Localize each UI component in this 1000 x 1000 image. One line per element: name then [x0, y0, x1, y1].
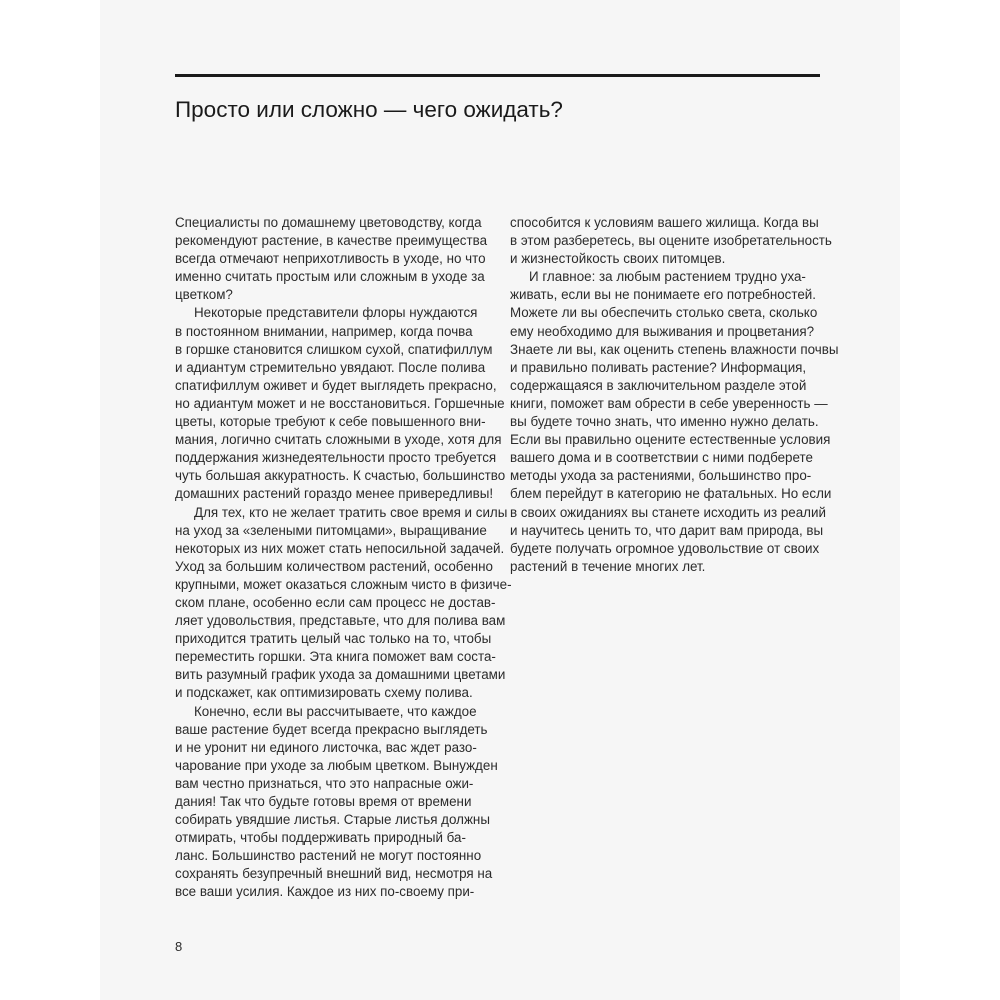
text-line: методы ухода за растениями, большинство про-: [510, 468, 812, 484]
text-line: вашего дома и в соответствии с ними подберете: [510, 450, 813, 466]
text-line: сохранять безупречный внешний вид, несмотря на: [175, 866, 493, 882]
text-line: спатифиллум оживет и будет выглядеть прекрасно,: [175, 377, 497, 393]
text-line: будете получать огромное удовольствие от своих: [510, 540, 820, 556]
text-line: и не уронит ни единого листочка, вас ждет разо-: [175, 739, 477, 755]
text-line: дания! Так что будьте готовы время от времени: [175, 794, 472, 809]
text-line: И главное: за любым растением трудно уха-: [529, 269, 806, 285]
text-line: ваше растение будет всегда прекрасно выглядеть: [175, 721, 488, 737]
text-line: и жизнестойкость своих питомцев.: [510, 251, 726, 267]
text-line: но адиантум может и не восстановиться. Горшечные: [175, 395, 505, 411]
text-line: и подскажет, как оптимизировать схему полива.: [175, 685, 473, 701]
text-line: Знаете ли вы, как оценить степень влажности почвы: [510, 341, 839, 357]
page-number: 8: [175, 939, 183, 954]
text-line: в этом разберетесь, вы оцените изобретательность: [510, 233, 832, 249]
text-line: вы будете точно знать, что именно нужно делать.: [510, 414, 819, 430]
text-line: ланс. Большинство растений не могут постоянно: [175, 848, 482, 864]
text-line: живать, если вы не понимаете его потребностей.: [510, 287, 816, 303]
text-line: чарование при уходе за любым цветком. Вынужден: [175, 757, 498, 773]
text-line: Уход за большим количеством растений, особенно: [175, 558, 494, 574]
text-line: и научитесь ценить то, что дарит вам природа, вы: [510, 522, 824, 538]
text-line: вам честно признаться, что это напрасные ожи-: [175, 775, 474, 791]
text-line: способится к условиям вашего жилища. Когда вы: [510, 215, 819, 230]
text-line: отмирать, чтобы поддерживать природный ба-: [175, 830, 466, 846]
text-line: собирать увядшие листья. Старые листья должны: [175, 812, 490, 828]
page-title: Просто или сложно — чего ожидать?: [175, 97, 563, 122]
text-line: Для тех, кто не желает тратить свое время и силы: [194, 504, 508, 520]
text-line: все ваши усилия. Каждое из них по-своему при-: [175, 884, 475, 900]
text-line: некоторых из них может стать непосильной задачей.: [175, 540, 505, 556]
text-line: в своих ожиданиях вы станете исходить из реалий: [510, 504, 826, 520]
text-line: приходится тратить целый час только на то, чтобы: [175, 631, 492, 647]
text-line: в постоянном внимании, например, когда почва: [175, 323, 473, 339]
text-line: книги, поможет вам обрести в себе уверенность —: [510, 395, 828, 411]
text-line: цветы, которые требуют к себе повышенного вни-: [175, 414, 486, 430]
text-line: ляет удовольствия, представьте, что для полива вам: [175, 613, 506, 629]
text-line: крупными, может оказаться сложным чисто в физиче-: [175, 576, 512, 592]
text-line: блем перейдут в категорию не фатальных. Но если: [510, 486, 832, 502]
text-line: Конечно, если вы рассчитываете, что каждое: [194, 703, 477, 719]
text-line: Если вы правильно оцените естественные условия: [510, 432, 831, 448]
text-line: растений в течение многих лет.: [510, 558, 706, 574]
text-line: на уход за «зелеными питомцами», выращивание: [175, 522, 487, 538]
text-column-right: [510, 214, 839, 576]
text-line: и правильно поливать растение? Информация,: [510, 359, 807, 375]
text-line: ему необходимо для выживания и процветания?: [510, 323, 815, 339]
text-column-left: [175, 214, 512, 902]
text-line: рекомендуют растение, в качестве преимущества: [175, 233, 488, 249]
text-line: чуть большая аккуратность. К счастью, большинство: [175, 468, 506, 484]
text-line: именно считать простым или сложным в уходе за: [175, 269, 485, 285]
text-line: Специалисты по домашнему цветоводству, когда: [175, 215, 482, 230]
text-line: Некоторые представители флоры нуждаются: [194, 305, 478, 321]
text-line: содержащаяся в заключительном разделе этой: [510, 377, 807, 393]
header-rule: [175, 74, 820, 77]
text-line: Можете ли вы обеспечить столько света, сколько: [510, 305, 818, 321]
text-line: домашних растений гораздо менее привередливы!: [175, 486, 494, 502]
text-line: вить разумный график ухода за домашними цветами: [175, 667, 506, 683]
text-line: переместить горшки. Эта книга поможет вам соста-: [175, 649, 496, 665]
text-line: всегда отмечают неприхотливость в уходе, но что: [175, 251, 486, 267]
text-line: мания, логично считать сложными в уходе, хотя для: [175, 432, 502, 448]
book-page: [100, 0, 900, 1000]
text-line: в горшке становится слишком сухой, спатифиллум: [175, 341, 493, 357]
text-line: поддержания жизнедеятельности просто требуется: [175, 450, 497, 466]
text-line: цветком?: [175, 287, 233, 303]
text-line: и адиантум стремительно увядают. После полива: [175, 359, 486, 375]
text-line: ском плане, особенно если сам процесс не достав-: [175, 594, 496, 610]
